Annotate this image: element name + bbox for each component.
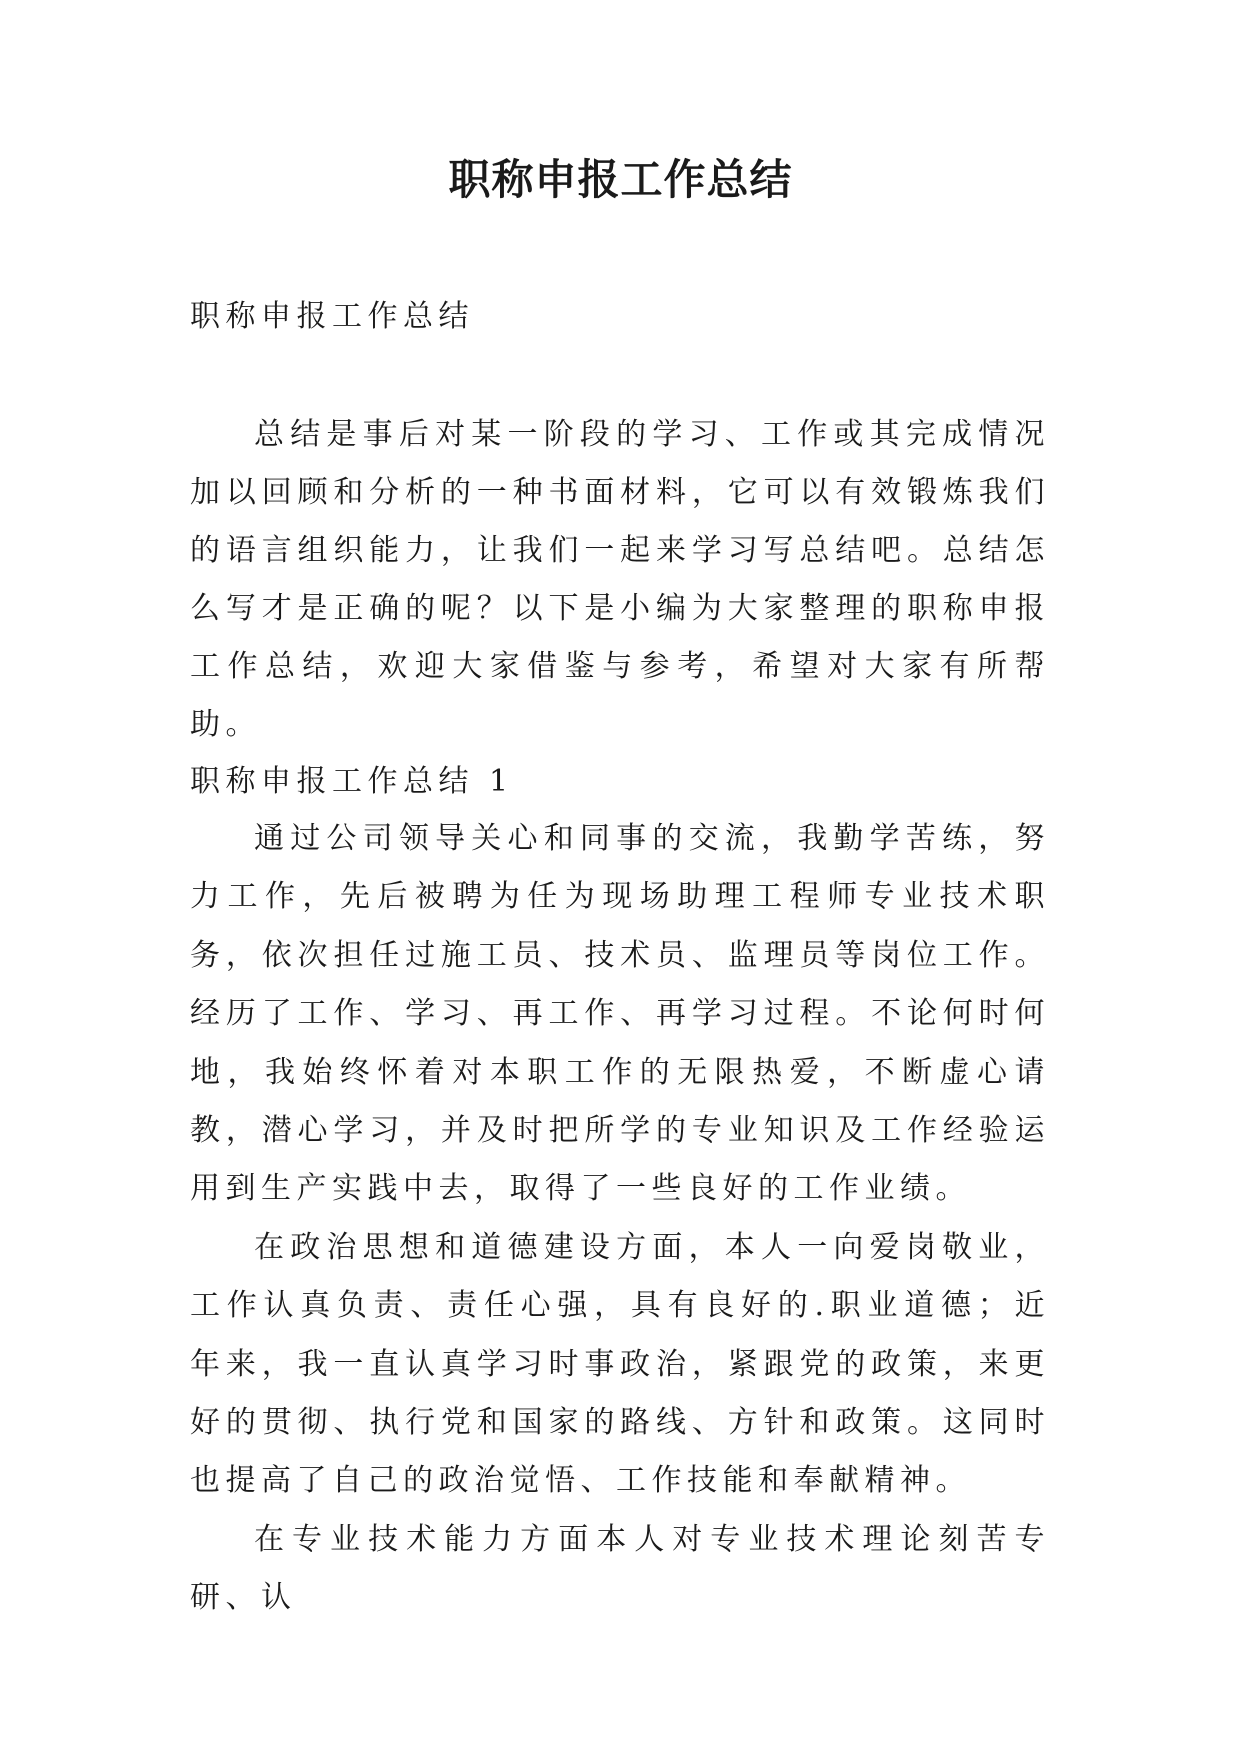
- section-paragraph: 在专业技术能力方面本人对专业技术理论刻苦专研、认: [190, 1521, 1050, 1616]
- section-body: [190, 810, 1050, 1628]
- document-title: 职称申报工作总结: [448, 155, 793, 204]
- intro-paragraph: 总结是事后对某一阶段的学习、工作或其完成情况加以回顾和分析的一种书面材料，它可以有效锻炼我们的语言组织能力，让我们一起来学习写总结吧。总结怎么写才是正确的呢？以下是小编为大家整理的职称申报工作总结，欢迎大家借鉴与参考，希望对大家有所帮助。: [190, 417, 1050, 742]
- section-paragraph: 在政治思想和道德建设方面，本人一向爱岗敬业，工作认真负责、责任心强，具有良好的.职业道德；近年来，我一直认真学习时事政治，紧跟党的政策，来更好的贯彻、执行党和国家的路线、方针和政策。这同时也提高了自己的政治觉悟、工作技能和奉献精神。: [190, 1229, 1050, 1499]
- section-paragraph: 通过公司领导关心和同事的交流，我勤学苦练，努力工作，先后被聘为任为现场助理工程师专业技术职务，依次担任过施工员、技术员、监理员等岗位工作。经历了工作、学习、再工作、再学习过程。不论何时何地，我始终怀着对本职工作的无限热爱，不断虚心请教，潜心学习，并及时把所学的专业知识及工作经验运用到生产实践中去，取得了一些良好的工作业绩。: [190, 821, 1050, 1207]
- document-subtitle: 职称申报工作总结: [190, 299, 474, 334]
- section-heading: 职称申报工作总结 1: [190, 764, 514, 799]
